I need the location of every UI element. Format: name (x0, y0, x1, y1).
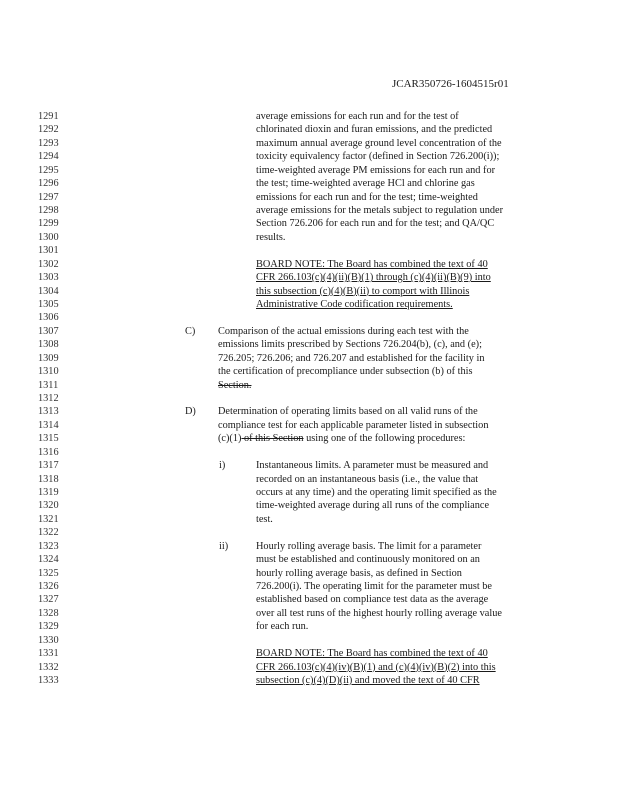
list-label: i) (219, 460, 226, 472)
line-number: 1315 (38, 433, 59, 445)
line-number: 1318 (38, 473, 59, 485)
line-number: 1325 (38, 567, 59, 579)
text-segment: maximum annual average ground level concentration of the (256, 137, 502, 149)
text-segment: Hourly rolling average basis. The limit for a parameter (256, 540, 482, 552)
line-number: 1301 (38, 245, 59, 257)
line-text (256, 177, 475, 190)
line-text (256, 459, 488, 472)
line-number: 1295 (38, 164, 59, 176)
text-segment: chlorinated dioxin and furan emissions, and the predicted (256, 124, 493, 136)
line-number: 1313 (38, 406, 59, 418)
line-number: 1305 (38, 299, 59, 311)
inserted-text: CFR 266.103(c)(4)(ii)(B)(1) through (c)(4)(ii)(B)(9) into (256, 272, 491, 284)
text-segment: 726.205; 726.206; and 726.207 and established for the facility in (218, 352, 485, 364)
line-text (256, 137, 502, 150)
line-text (256, 567, 462, 580)
line-text (256, 499, 489, 512)
deleted-text: of this Section (241, 433, 304, 445)
text-segment: results. (256, 231, 286, 243)
inserted-text: CFR 266.103(c)(4)(iv)(B)(1) and (c)(4)(iv)(B)(2) into this (256, 661, 496, 673)
line-number: 1326 (38, 581, 59, 593)
line-number: 1327 (38, 594, 59, 606)
text-segment: compliance test for each applicable parameter listed in subsection (218, 419, 489, 431)
line-text (256, 285, 469, 298)
line-number: 1321 (38, 513, 59, 525)
line-text (218, 405, 478, 418)
text-segment: Instantaneous limits. A parameter must be measured and (256, 460, 489, 472)
line-text (256, 647, 488, 660)
line-text (256, 661, 496, 674)
text-segment: hourly rolling average basis, as defined in Section (256, 567, 462, 579)
text-segment: occurs at any time) and the operating limit specified as the (256, 487, 497, 499)
text-segment: time-weighted average PM emissions for each run and for (256, 164, 496, 176)
line-text (256, 123, 492, 136)
line-number: 1296 (38, 178, 59, 190)
line-number: 1317 (38, 460, 59, 472)
text-segment: time-weighted average during all runs of the compliance (256, 500, 490, 512)
line-text (256, 593, 488, 606)
line-text (256, 553, 480, 566)
line-text (256, 513, 273, 526)
text-segment: for each run. (256, 621, 309, 633)
line-text (256, 620, 308, 633)
line-number: 1310 (38, 366, 59, 378)
line-number: 1302 (38, 258, 59, 270)
line-number: 1332 (38, 661, 59, 673)
line-text (256, 473, 478, 486)
text-segment: recorded on an instantaneous basis (i.e., the value that (256, 473, 479, 485)
line-number: 1308 (38, 339, 59, 351)
line-number: 1331 (38, 648, 59, 660)
line-number: 1291 (38, 111, 59, 122)
line-text (218, 352, 485, 365)
line-number: 1297 (38, 191, 59, 203)
line-number: 1312 (38, 393, 59, 405)
text-segment: 726.200(i). The operating limit for the parameter must be (256, 581, 492, 593)
line-number: 1320 (38, 500, 59, 512)
line-text (218, 432, 465, 445)
line-number: 1323 (38, 540, 59, 552)
line-number: 1303 (38, 272, 59, 284)
text-segment: test. (256, 513, 273, 525)
line-text (218, 325, 469, 338)
text-segment: emissions for each run and for the test; time-weighted (256, 191, 478, 203)
line-text (256, 204, 503, 217)
line-text (256, 217, 494, 230)
line-text (256, 231, 285, 244)
line-number: 1316 (38, 446, 59, 458)
line-number: 1299 (38, 218, 59, 230)
text-segment: the certification of precompliance under subsection (b) of this (218, 366, 473, 378)
line-number: 1292 (38, 124, 59, 136)
inserted-text: this subsection (c)(4)(B)(ii) to comport with Illinois (256, 285, 470, 297)
text-segment: established based on compliance test data as the average (256, 594, 489, 606)
line-number: 1309 (38, 352, 59, 364)
line-text (256, 540, 481, 553)
line-number: 1294 (38, 151, 59, 163)
line-number: 1322 (38, 527, 59, 539)
text-segment: using one of the following procedures: (303, 433, 466, 445)
line-text (256, 191, 478, 204)
text-segment: (c)(1) (218, 433, 242, 445)
line-text (256, 486, 497, 499)
line-text (256, 298, 453, 311)
line-text (218, 338, 482, 351)
line-number: 1324 (38, 554, 59, 566)
inserted-text: Administrative Code codification requirements. (256, 299, 453, 311)
line-text (218, 419, 488, 432)
text-segment: emissions limits prescribed by Sections 726.204(b), (c), and (e); (218, 339, 482, 351)
line-number: 1304 (38, 285, 59, 297)
line-text (218, 365, 472, 378)
text-segment: Section 726.206 for each run and for the test; and QA/QC (256, 218, 495, 230)
line-number: 1329 (38, 621, 59, 633)
line-number: 1328 (38, 607, 59, 619)
line-number: 1311 (38, 379, 59, 391)
inserted-text: subsection (c)(4)(D)(ii) and moved the text of 40 CFR (256, 675, 480, 687)
line-number: 1306 (38, 312, 59, 324)
document-id-header: JCAR350726-1604515r01 (392, 78, 509, 90)
line-number: 1319 (38, 487, 59, 499)
line-text (256, 271, 491, 284)
text-segment: Determination of operating limits based on all valid runs of the (218, 406, 478, 418)
inserted-text: BOARD NOTE: The Board has combined the text of 40 (256, 648, 488, 660)
deleted-text: Section. (218, 379, 252, 391)
text-segment: average emissions for the metals subject to regulation under (256, 205, 504, 216)
line-text (256, 258, 488, 271)
text-segment: Comparison of the actual emissions during each test with the (218, 325, 469, 337)
line-text (256, 607, 502, 620)
line-number: 1300 (38, 231, 59, 243)
line-number: 1307 (38, 325, 59, 337)
text-segment: must be established and continuously monitored on an (256, 554, 480, 566)
line-number: 1333 (38, 675, 59, 687)
text-segment: the test; time-weighted average HCl and chlorine gas (256, 178, 475, 190)
text-segment: over all test runs of the highest hourly rolling average value (256, 607, 502, 619)
list-label: ii) (219, 540, 229, 552)
inserted-text: BOARD NOTE: The Board has combined the text of 40 (256, 258, 488, 270)
line-text (256, 110, 459, 123)
line-text (256, 674, 480, 687)
line-number: 1330 (38, 634, 59, 646)
line-number: 1293 (38, 137, 59, 149)
line-number: 1314 (38, 419, 59, 431)
text-segment: average emissions for each run and for the test of (256, 111, 459, 122)
list-label: C) (185, 325, 196, 337)
line-text (256, 164, 495, 177)
line-number: 1298 (38, 205, 59, 216)
line-text (256, 580, 492, 593)
line-text (218, 379, 251, 392)
text-segment: toxicity equivalency factor (defined in Section 726.200(i)); (256, 151, 500, 163)
list-label: D) (185, 406, 196, 418)
line-text (256, 150, 499, 163)
